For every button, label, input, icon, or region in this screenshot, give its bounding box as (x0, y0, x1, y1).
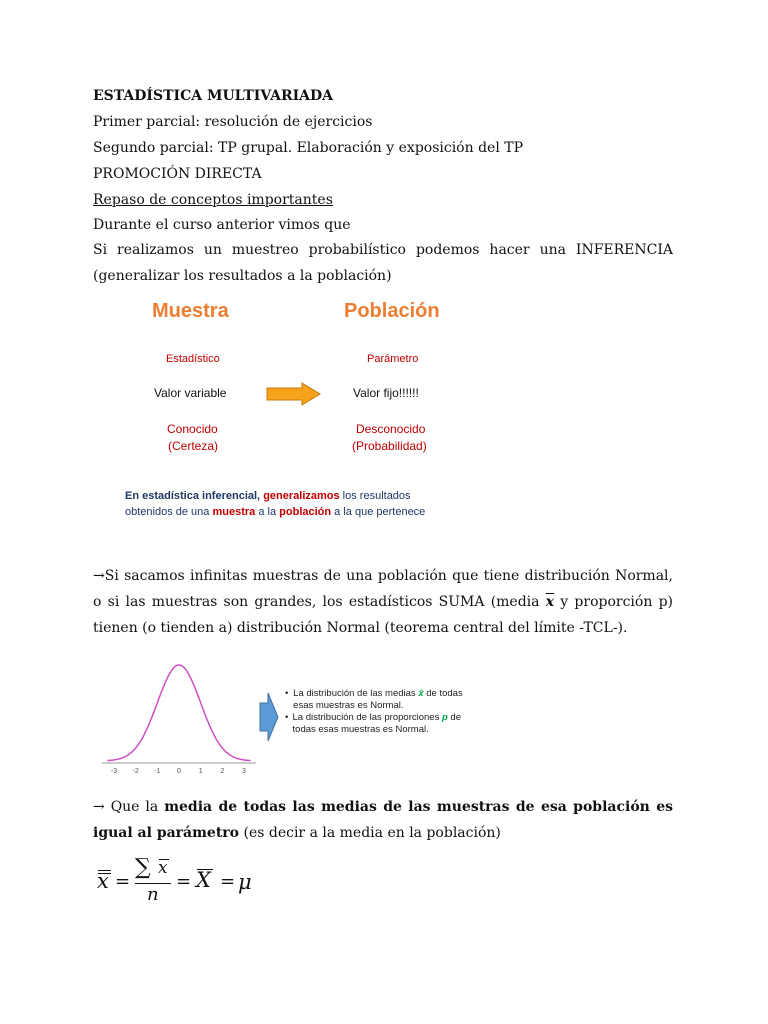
bullet-list (285, 688, 485, 736)
bullet2-text-a: La distribución de las proporciones (292, 712, 440, 723)
bullet-medias: • La distribución de las medias x̄ de todas esas muestras es Normal. (285, 688, 463, 711)
media-bold: media de todas las medias de las muestras de esa población es igual al parámetro (93, 799, 673, 841)
normal-curve-chart (100, 655, 260, 780)
formula-X: X (196, 868, 211, 892)
formula-lhs: x (97, 869, 109, 893)
x-tick-label: -1 (154, 768, 161, 775)
estadistico-label: Estadístico (166, 353, 220, 365)
formula-eq3: = (220, 871, 236, 892)
caption-part5: muestra (212, 506, 256, 518)
formula-eq1: = (115, 871, 131, 892)
caption-part2: generalizamos (263, 490, 340, 502)
paragraph-tcl (93, 563, 673, 641)
figure-caption-line1 (125, 490, 411, 502)
media-part2: (es decir a la media en la población) (239, 825, 501, 841)
poblacion-title: Población (344, 300, 440, 322)
tcl-part1: Si sacamos infinitas muestras de una población que tiene distribución Normal, o si las muestras son grandes, los estadísticos SUMA (media (93, 568, 673, 610)
caption-part8: a la que pertenece (334, 506, 426, 518)
tcl-xbar-symbol: $\overline{x}$ (545, 594, 555, 610)
x-tick-label: -3 (110, 768, 118, 775)
probabilidad-label: (Probabilidad) (352, 439, 427, 453)
paragraph-inferencia: Si realizamos un muestreo probabilístico podemos hacer una INFERENCIA (generalizar los resultados a la población) (93, 242, 673, 284)
tcl-arrow: → (93, 568, 105, 584)
formula-eq2: = (176, 871, 192, 892)
parametro-label: Parámetro (367, 353, 419, 365)
figure-normal-distribution (100, 655, 480, 780)
caption-part1: En estadística inferencial, (125, 490, 261, 502)
x-tick-label: -2 (132, 768, 139, 775)
blue-arrow-icon (258, 691, 280, 743)
normal-curve-path (108, 665, 251, 761)
conocido-label: Conocido (167, 422, 218, 436)
x-tick-label: 0 (177, 768, 181, 775)
x-tick-label: 3 (242, 768, 246, 775)
caption-part7: población (279, 506, 332, 518)
line-durante: Durante el curso anterior vimos que (93, 217, 351, 233)
muestra-title: Muestra (152, 300, 229, 322)
formula-denominator: n (147, 884, 159, 905)
x-tick-label: 1 (198, 768, 203, 775)
bullet1-text-b: de todas esas muestras es Normal. (293, 688, 463, 711)
line-repaso: Repaso de conceptos importantes (93, 192, 333, 208)
x-axis-ticks (111, 768, 246, 775)
media-arrow: → (93, 799, 111, 815)
x-tick-label: 2 (220, 768, 225, 775)
caption-part6: a la (258, 506, 277, 518)
bullet1-symbol: x̄ (418, 688, 424, 699)
desconocido-label: Desconocido (356, 422, 426, 436)
line-promocion: PROMOCIÓN DIRECTA (93, 166, 262, 182)
formula-sum-x: x (158, 858, 168, 878)
formula-mu: μ (238, 870, 252, 894)
tcl-part2: y proporción p) tienen (o tienden a) distribución Normal (teorema central del límite -TCL-). (93, 594, 673, 636)
figure-muestra-poblacion (96, 292, 496, 532)
formula-sum-symbol: ∑ (135, 855, 151, 880)
document-heading: ESTADÍSTICA MULTIVARIADA (93, 88, 334, 104)
figure-caption-line2 (125, 506, 425, 518)
formula (95, 855, 275, 911)
bullet1-text-a: La distribución de las medias (293, 688, 416, 699)
bullet2-symbol: p (441, 712, 448, 723)
right-arrow-icon (266, 382, 322, 406)
line-primer-parcial: Primer parcial: resolución de ejercicios (93, 114, 373, 130)
bullet2-text-b: de todas esas muestras es Normal. (292, 712, 461, 735)
valor-variable-label: Valor variable (154, 386, 227, 400)
valor-fijo-label: Valor fijo!!!!!! (353, 386, 419, 400)
caption-part4: obtenidos de una (125, 506, 210, 518)
media-part1: Que la (110, 799, 165, 815)
caption-part3: los resultados (342, 490, 411, 502)
line-segundo-parcial: Segundo parcial: TP grupal. Elaboración y exposición del TP (93, 140, 524, 156)
paragraph-media (93, 794, 673, 846)
certeza-label: (Certeza) (168, 439, 219, 453)
bullet-proporciones: • La distribución de las proporciones p de todas esas muestras es Normal. (285, 712, 461, 735)
